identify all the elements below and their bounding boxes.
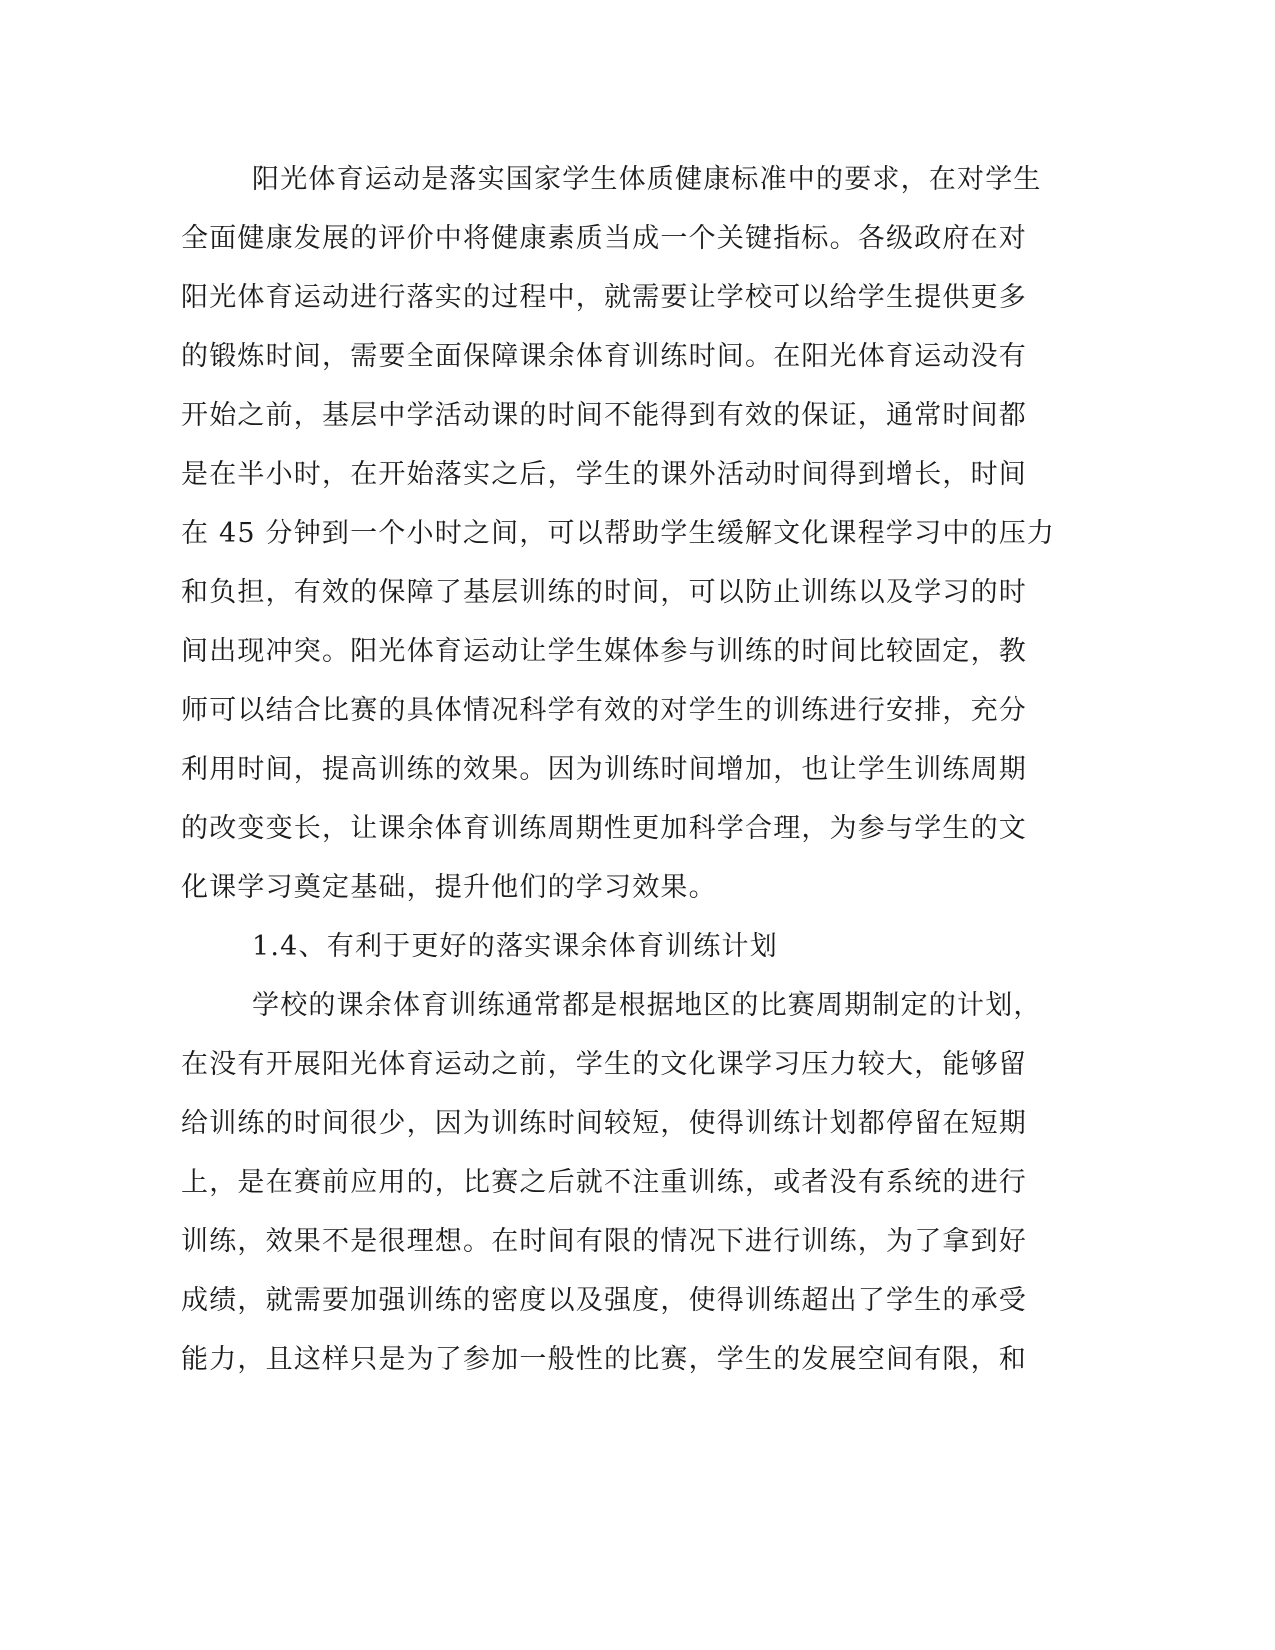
paragraph-1-line-6: 是在半小时，在开始落实之后，学生的课外活动时间得到增长，时间 [181,459,1027,490]
paragraph-1-line-10: 师可以结合比赛的具体情况科学有效的对学生的训练进行安排，充分 [181,695,1027,726]
paragraph-1-line-1: 阳光体育运动是落实国家学生体质健康标准中的要求，在对学生 [252,164,1042,195]
paragraph-1-line-7: 在 45 分钟到一个小时之间，可以帮助学生缓解文化课程学习中的压力 [181,518,1056,549]
paragraph-2-line-3: 给训练的时间很少，因为训练时间较短，使得训练计划都停留在短期 [181,1108,1027,1139]
paragraph-1-line-11: 利用时间，提高训练的效果。因为训练时间增加，也让学生训练周期 [181,754,1027,785]
paragraph-1-line-13: 化课学习奠定基础，提升他们的学习效果。 [181,872,717,903]
paragraph-1-line-8: 和负担，有效的保障了基层训练的时间，可以防止训练以及学习的时 [181,577,1027,608]
paragraph-2-line-2: 在没有开展阳光体育运动之前，学生的文化课学习压力较大，能够留 [181,1049,1027,1080]
paragraph-2-line-7: 能力，且这样只是为了参加一般性的比赛，学生的发展空间有限，和 [181,1344,1027,1375]
paragraph-1-line-9: 间出现冲突。阳光体育运动让学生媒体参与训练的时间比较固定，教 [181,636,1027,667]
paragraph-2-line-4: 上，是在赛前应用的，比赛之后就不注重训练，或者没有系统的进行 [181,1167,1027,1198]
paragraph-2-line-5: 训练，效果不是很理想。在时间有限的情况下进行训练，为了拿到好 [181,1226,1027,1257]
paragraph-1-line-5: 开始之前，基层中学活动课的时间不能得到有效的保证，通常时间都 [181,400,1027,431]
paragraph-2-line-6: 成绩，就需要加强训练的密度以及强度，使得训练超出了学生的承受 [181,1285,1027,1316]
paragraph-1-line-12: 的改变变长，让课余体育训练周期性更加科学合理，为参与学生的文 [181,813,1027,844]
section-heading-1-4: 1.4、有利于更好的落实课余体育训练计划 [252,931,778,962]
paragraph-1-line-2: 全面健康发展的评价中将健康素质当成一个关键指标。各级政府在对 [181,223,1027,254]
paragraph-2-line-1: 学校的课余体育训练通常都是根据地区的比赛周期制定的计划， [252,990,1042,1021]
paragraph-1-line-4: 的锻炼时间，需要全面保障课余体育训练时间。在阳光体育运动没有 [181,341,1027,372]
paragraph-1-line-3: 阳光体育运动进行落实的过程中，就需要让学校可以给学生提供更多 [181,282,1027,313]
